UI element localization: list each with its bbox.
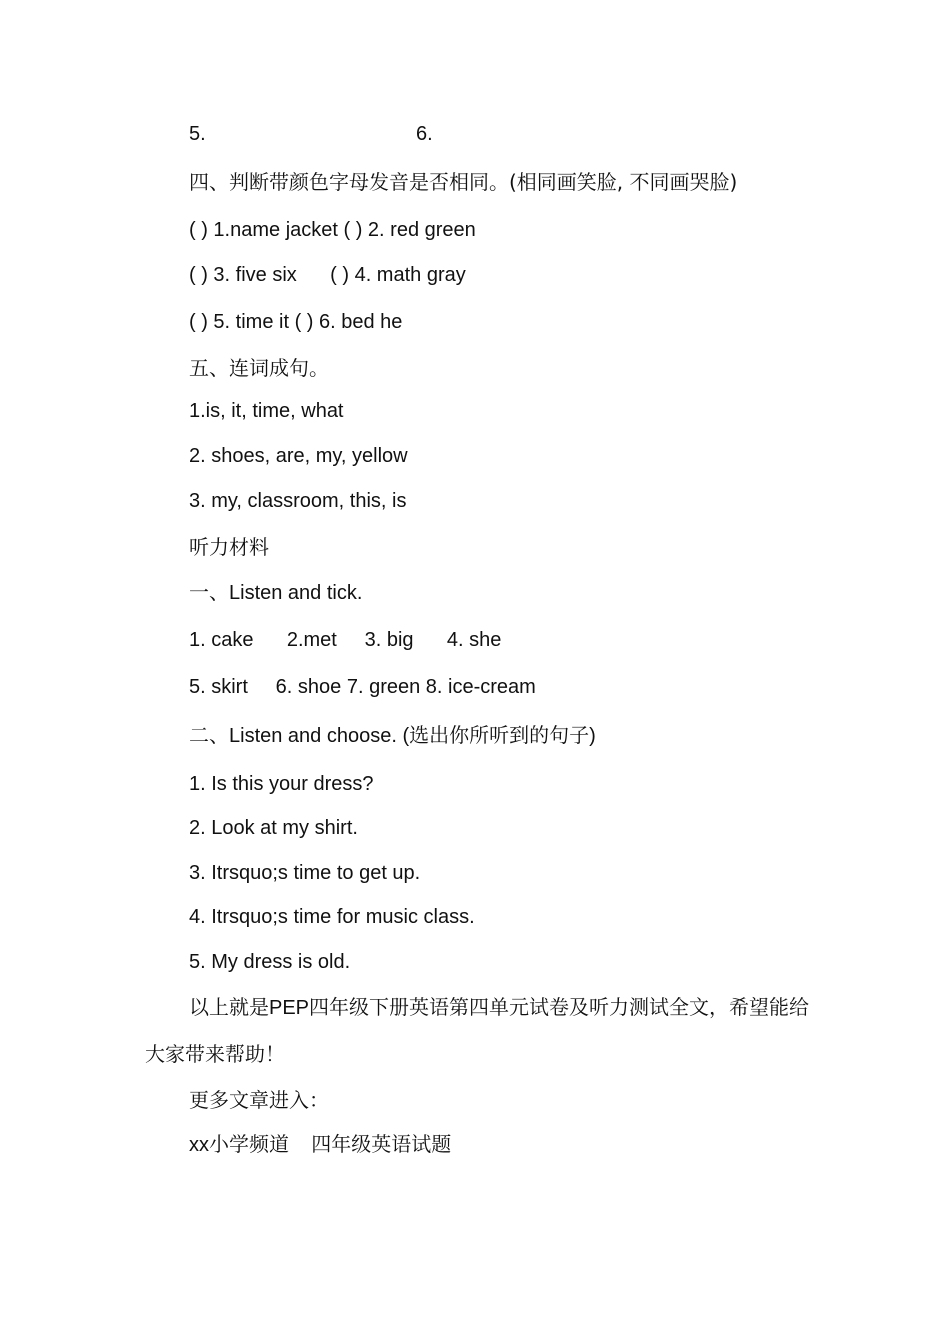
numbers-row	[189, 121, 489, 147]
listening-part2-item-3: 3. Itrsquo;s time to get up.	[189, 862, 421, 884]
listening-part1-row-2: 5. skirt 6. shoe 7. green 8. ice-cream	[189, 676, 536, 698]
listening-part2-heading: 二、Listen and choose. (选出你所听到的句子)	[189, 725, 596, 747]
listening-part2-item-1: 1. Is this your dress?	[189, 773, 374, 795]
number-6: 6.	[416, 123, 433, 145]
section4-item-3: ( ) 5. time it ( ) 6. bed he	[189, 311, 403, 333]
listening-part2-item-4: 4. Itrsquo;s time for music class.	[189, 906, 475, 928]
closing-paragraph-text: 以上就是PEP四年级下册英语第四单元试卷及听力测试全文，希望能给大家带来帮助！	[145, 997, 810, 1066]
listening-part2-item-2: 2. Look at my shirt.	[189, 817, 358, 839]
listening-part1-row-1: 1. cake 2.met 3. big 4. she	[189, 629, 502, 651]
section4-item-1: ( ) 1.name jacket ( ) 2. red green	[189, 219, 476, 241]
section5-item-1: 1.is, it, time, what	[189, 400, 344, 422]
listening-part2-item-5: 5. My dress is old.	[189, 951, 351, 973]
section4-heading: 四、判断带颜色字母发音是否相同。(相同画笑脸, 不同画哭脸)	[189, 170, 738, 194]
listening-part1-heading: 一、Listen and tick.	[189, 582, 363, 604]
listening-heading: 听力材料	[189, 535, 269, 559]
more-articles-label: 更多文章进入：	[189, 1088, 329, 1112]
section5-heading: 五、连词成句。	[189, 356, 329, 380]
section5-item-3: 3. my, classroom, this, is	[189, 490, 407, 512]
closing-paragraph	[145, 985, 815, 1079]
section4-item-2: ( ) 3. five six ( ) 4. math gray	[189, 264, 466, 286]
section5-item-2: 2. shoes, are, my, yellow	[189, 445, 408, 467]
number-5: 5.	[189, 123, 206, 145]
article-links-line[interactable]: xx小学频道 四年级英语试题	[189, 1134, 452, 1156]
